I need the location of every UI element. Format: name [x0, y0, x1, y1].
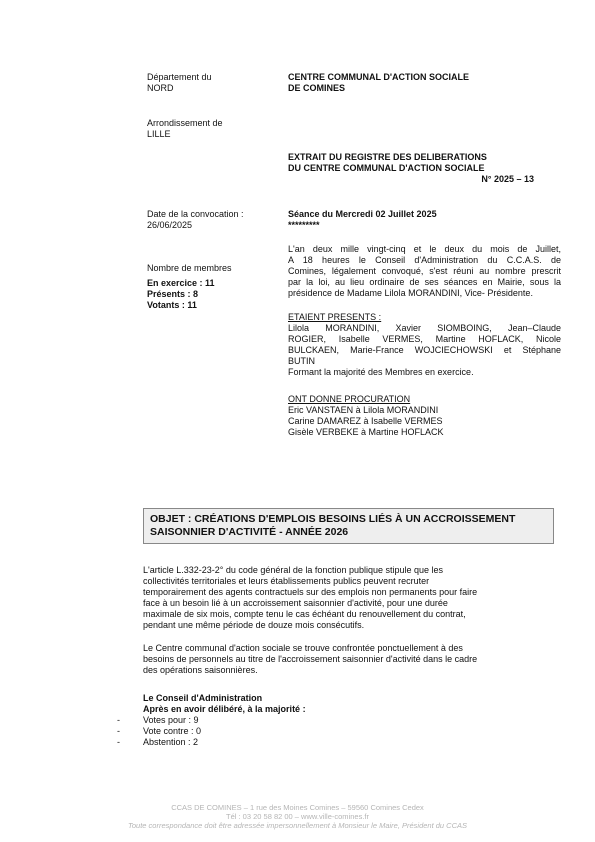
convocation-block: [147, 209, 244, 231]
footer-notice: Toute correspondance doit être adressée impersonnellement à Monsieur le Maire, Président du CCAS: [127, 821, 468, 831]
footer-contact: Tél : 03 20 58 82 00 – www.ville-comines.fr: [226, 812, 369, 822]
body-paragraph-1: [143, 565, 523, 631]
body-paragraph-2: [143, 643, 523, 676]
convocation-label: Date de la convocation :: [147, 209, 244, 219]
intro-line: L'an deux mille vingt-cinq et le deux du mois de Juillet,: [288, 244, 561, 254]
intro-line: A 18 heures le Conseil d'Administration du C.C.A.S. de: [288, 254, 561, 265]
body-line: des opérations saisonnières.: [143, 664, 258, 675]
vote-abstention: - Abstention : 2: [117, 736, 199, 747]
presents-line: BULCKAEN, Marie-France WOJCIECHOWSKI et Stéphane: [288, 344, 561, 355]
procuration-block: [288, 394, 444, 438]
footer-address: CCAS DE COMINES – 1 rue des Moines Comines – 59560 Comines Cedex: [171, 803, 424, 812]
seance-block: [288, 209, 437, 231]
membres-votants: Votants : 11: [147, 299, 197, 310]
objet-line1: OBJET : CRÉATIONS D'EMPLOIS BESOINS LIÉS À UN ACCROISSEMENT: [150, 513, 516, 525]
vote-pour: - Votes pour : 9: [117, 714, 199, 725]
convocation-date: 26/06/2025: [147, 219, 193, 230]
body-line: pendant une même période de douze mois consécutifs.: [143, 619, 365, 630]
extrait-line2: DU CENTRE COMMUNAL D'ACTION SOCIALE: [288, 162, 485, 173]
body-line: besoins de personnels au titre de l'accroissement saisonnier d'activité dans le cadre: [143, 653, 478, 664]
arrondissement-name: LILLE: [147, 128, 171, 139]
departement-block: [147, 72, 212, 94]
membres-exercice: En exercice : 11: [147, 277, 215, 288]
procuration-line: Gisèle VERBEKE à Martine HOFLACK: [288, 426, 444, 437]
body-line: maximale de six mois, compte tenu le cas échéant du renouvellement du contrat,: [143, 608, 466, 619]
procuration-title: ONT DONNE PROCURATION: [288, 394, 411, 404]
decision-block: [117, 693, 306, 748]
list-dash: -: [117, 714, 120, 725]
intro-line: par la loi, au lieu ordinaire de ses séances en Mairie, sous la: [288, 276, 561, 287]
extrait-line1: EXTRAIT DU REGISTRE DES DELIBERATIONS: [288, 152, 487, 162]
body-line: face à un besoin lié à un accroissement saisonnier d'activité, pour une durée: [143, 597, 448, 608]
deliberation-number: N° 2025 – 13: [481, 173, 534, 184]
presents-line: Lilola MORANDINI, Xavier SIOMBOING, Jean–Claude: [288, 322, 561, 333]
vote-contre: - Vote contre : 0: [117, 725, 202, 736]
membres-title: Nombre de membres: [147, 263, 232, 273]
body-line: collectivités territoriales et leurs établissements publics peuvent recruter: [143, 575, 430, 586]
seance-stars: *********: [288, 219, 320, 230]
procuration-line: Carine DAMAREZ à Isabelle VERMES: [288, 415, 443, 426]
departement-label: Département du: [147, 72, 212, 82]
decision-apres: Après en avoir délibéré, à la majorité :: [143, 703, 306, 714]
list-dash: -: [117, 725, 120, 736]
centre-title-block: [288, 72, 469, 94]
body-line: Le Centre communal d'action sociale se trouve confrontée ponctuellement à des: [143, 643, 463, 653]
presents-block: [288, 312, 561, 378]
presents-title: ETAIENT PRESENTS :: [288, 312, 382, 322]
presents-majorite: Formant la majorité des Membres en exercice.: [288, 366, 474, 377]
intro-line: Comines, légalement convoqué, s'est réuni au nombre prescrit: [288, 265, 561, 276]
presents-line: BUTIN: [288, 355, 315, 366]
centre-title-line2: DE COMINES: [288, 82, 346, 93]
arrondissement-block: [147, 118, 223, 140]
procuration-line: Eric VANSTAEN à Lilola MORANDINI: [288, 404, 439, 415]
list-dash: -: [117, 736, 120, 747]
objet-line2: SAISONNIER D'ACTIVITÉ - ANNÉE 2026: [150, 525, 349, 538]
centre-title-line1: CENTRE COMMUNAL D'ACTION SOCIALE: [288, 72, 469, 82]
departement-name: NORD: [147, 82, 174, 93]
seance-date: Séance du Mercredi 02 Juillet 2025: [288, 209, 437, 219]
body-line: L'article L.332-23-2° du code général de la fonction publique stipule que les: [143, 565, 444, 575]
extrait-block: [288, 152, 534, 185]
votes-list: [117, 715, 306, 748]
decision-title: Le Conseil d'Administration: [143, 693, 263, 703]
footer: [0, 803, 595, 830]
objet-box: [143, 508, 554, 544]
presents-line: ROGIER, Isabelle VERMES, Martine HOFLACK, Nicole: [288, 333, 561, 344]
arrondissement-label: Arrondissement de: [147, 118, 223, 128]
intro-line: présidence de Madame Lilola MORANDINI, Vice- Présidente.: [288, 287, 533, 298]
intro-paragraph: [288, 244, 561, 299]
membres-block: [147, 263, 232, 311]
body-line: temporairement des agents contractuels sur des emplois non permanents pour faire: [143, 586, 478, 597]
membres-presents: Présents : 8: [147, 288, 199, 299]
